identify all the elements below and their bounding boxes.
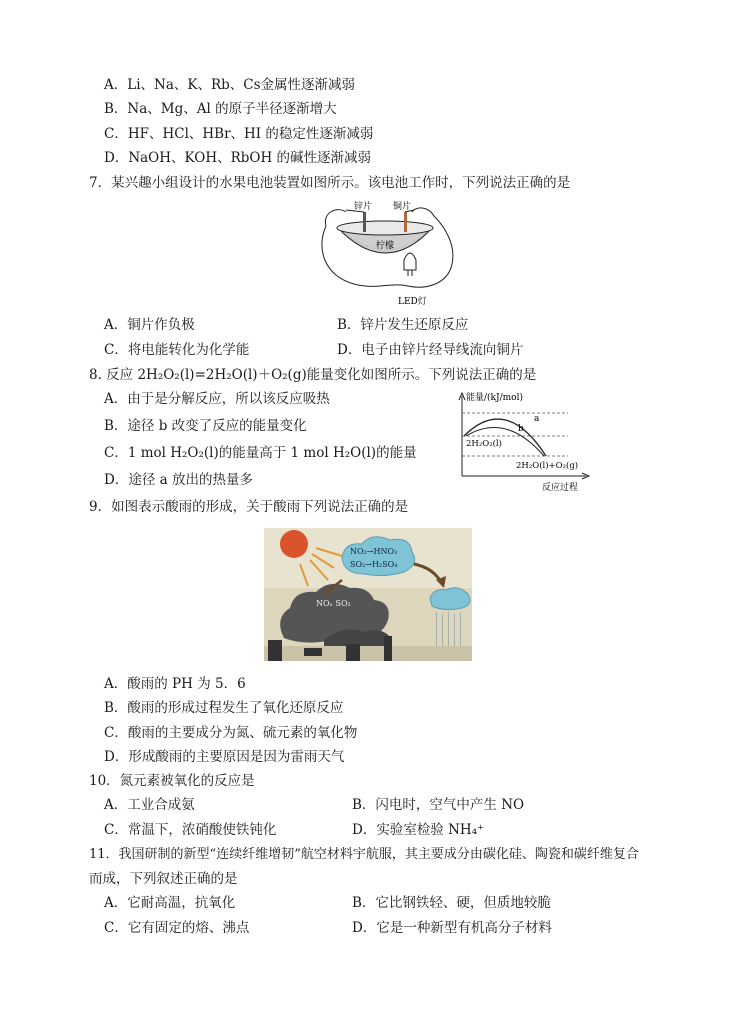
q8-option-c: C．1 mol H₂O₂(l)的能量高于 1 mol H₂O(l)的能量	[104, 445, 417, 461]
q6-option-a: A．Li、Na、K、Rb、Cs金属性逐渐减弱	[104, 77, 356, 93]
q8-option-d: D．途径 a 放出的热量多	[104, 472, 253, 488]
nox-so2-label: NOₓ SO₂	[316, 599, 351, 608]
y-axis-label: 能量/(kJ/mol)	[466, 393, 523, 403]
q6-option-b: B．Na、Mg、Al 的原子半径逐渐增大	[104, 101, 337, 117]
energy-diagram	[456, 388, 596, 494]
q8-option-a: A．由于是分解反应，所以该反应吸热	[104, 391, 330, 407]
q11-option-b: B．它比钢铁轻、硬，但质地较脆	[352, 895, 551, 911]
path-a-label: a	[534, 414, 540, 424]
q9-stem: 9．如图表示酸雨的形成，关于酸雨下列说法正确的是	[89, 499, 409, 515]
q9-option-d: D．形成酸雨的主要原因是因为雷雨天气	[104, 749, 345, 765]
zinc-label: 锌片	[354, 202, 373, 212]
q7-option-a: A．铜片作负极	[104, 317, 195, 333]
q7-option-d: D．电子由锌片经导线流向铜片	[337, 342, 524, 358]
led-label: LED灯	[398, 297, 427, 307]
q6-option-d: D．NaOH、KOH、RbOH 的碱性逐渐减弱	[104, 150, 372, 166]
q11-option-a: A．它耐高温，抗氧化	[104, 895, 236, 911]
no2-hno3-label: NO₂→HNO₃	[350, 547, 398, 556]
so2-h2so4-label: SO₂→H₂SO₄	[350, 560, 398, 569]
q11-stem-line2: 而成，下列叙述正确的是	[89, 871, 238, 887]
q9-option-b: B．酸雨的形成过程发生了氧化还原反应	[104, 700, 344, 716]
lemon-label: 柠檬	[376, 241, 395, 251]
q10-option-a: A．工业合成氨	[104, 797, 195, 813]
q11-option-d: D．它是一种新型有机高分子材料	[352, 920, 552, 936]
q8-option-b: B．途径 b 改变了反应的能量变化	[104, 418, 307, 434]
q11-option-c: C．它有固定的熔、沸点	[104, 920, 250, 936]
x-axis-label: 反应过程	[542, 483, 579, 493]
q10-option-b: B．闪电时，空气中产生 NO	[352, 797, 525, 813]
path-b-label: b	[518, 424, 524, 434]
acid-rain-figure	[264, 528, 472, 661]
copper-label: 铜片	[393, 202, 412, 212]
q10-option-c: C．常温下，浓硝酸使铁钝化	[104, 822, 277, 838]
product-label: 2H₂O(l)+O₂(g)	[516, 461, 579, 471]
q11-stem-line1: 11．我国研制的新型“连续纤维增韧”航空材料宇航服，其主要成分由碳化硅、陶瓷和碳纤维复合	[89, 847, 639, 862]
fruit-battery-figure	[316, 198, 456, 310]
q9-option-a: A．酸雨的 PH 为 5．6	[104, 676, 246, 692]
q8-stem: 8. 反应 2H₂O₂(l)=2H₂O(l)＋O₂(g)能量变化如图所示。下列说法正确的是	[89, 367, 537, 383]
reactant-label: 2H₂O₂(l)	[466, 439, 502, 449]
q7-option-c: C．将电能转化为化学能	[104, 342, 250, 358]
q9-option-c: C．酸雨的主要成分为氮、硫元素的氧化物	[104, 725, 358, 741]
q10-option-d: D．实验室检验 NH₄⁺	[352, 822, 485, 838]
q7-option-b: B．锌片发生还原反应	[337, 317, 469, 333]
q6-option-c: C．HF、HCl、HBr、HI 的稳定性逐渐减弱	[104, 126, 374, 142]
q10-stem: 10．氮元素被氧化的反应是	[89, 773, 255, 789]
q7-stem: 7．某兴趣小组设计的水果电池装置如图所示。该电池工作时，下列说法正确的是	[89, 175, 571, 191]
